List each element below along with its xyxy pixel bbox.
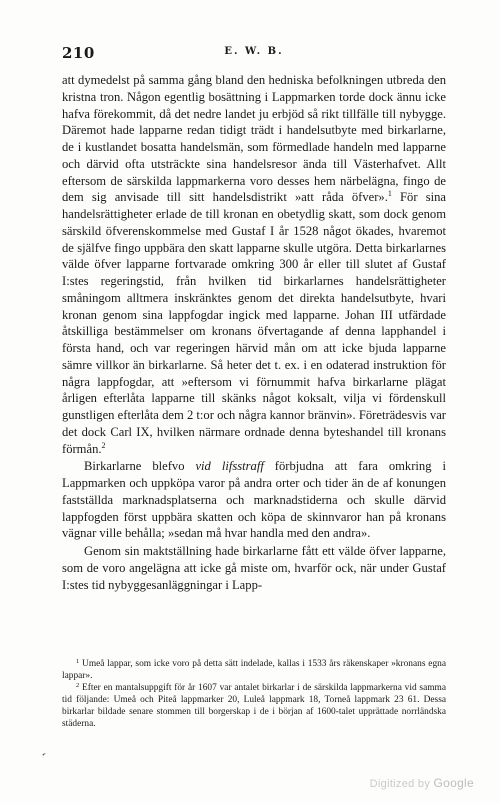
footnotes bbox=[62, 658, 446, 730]
page-header bbox=[62, 44, 446, 64]
footnote-mark: 1 bbox=[76, 658, 80, 665]
paragraph bbox=[62, 458, 446, 542]
watermark-brand: Google bbox=[433, 776, 474, 790]
footnote bbox=[62, 682, 446, 730]
paragraph bbox=[62, 72, 446, 457]
footnote-ref: 1 bbox=[387, 189, 392, 199]
watermark-prefix: Digitized by bbox=[369, 778, 434, 790]
body-text bbox=[62, 72, 446, 593]
paragraph-text: För sina handelsrättigheter erlade de till kronan en obetydlig skatt, som dock genom särskild öfverenskommelse med Gustaf I år 1528 något ökades, hvaremot de själfve fingo uppbära den skatt lapparne skulle utgöra. Detta birkarlarnes välde öfver lapparne fortvarade omkring 300 år eller till slutet af Gustaf I:stes regeringstid, från hvilken tid birkarlarnes handelsrättigheter småningom alltmera inskränktes genom det direkta handelsutbyte, hvari kronan genom sina lappfogdar ingick med lapparne. Johan III utfärdade åtskilliga bestämmelser om kronans öfvertagande af denna lapphandel i första hand, och var regeringen härvid mån om att icke bjuda lapparne sämre villkor än birkarlarne. Så heter det t. ex. i en odaterad instruktion för några lappfogdar, att »eftersom vi förnummit hafva birkarlarne plägat årligen efterlåta lapparne till skänks något koksalt, vilja vi fördenskull gunstligen efterlåta dem 2 t:or och några kannor bränvin». Företrädesvis var det dock Carl IX, hvilken närmare ordnade denna byteshandel till kronans förmån. bbox=[62, 190, 447, 456]
footnote bbox=[62, 658, 446, 682]
scan-mark: ‘ bbox=[36, 750, 48, 764]
paragraph-text: Genom sin maktställning hade birkarlarne fått ett välde öfver lapparne, som de voro angelägna att icke gå miste om, hvarför ock, när under Gustaf I:stes tid nybyggesanläggningar i Lapp- bbox=[62, 544, 446, 592]
emphasized-text: vid lifsstraff bbox=[195, 459, 264, 474]
footnote-text: Efter en mantalsuppgift för år 1607 var antalet birkarlar i de särskilda lappmarkerna vid samma tid följande: Umeå och Piteå lappmarker 20, Luleå lappmark 18, Torneå lappmark 23 61. Dessa birkarlar bildade senare stommen till borgerskap i de i början af 1600-talet upprättade norrländska städerna. bbox=[62, 683, 446, 729]
paragraph-text: Birkarlarne blefvo bbox=[84, 459, 196, 474]
digitization-watermark bbox=[370, 776, 474, 790]
paragraph-text: att dymedelst på samma gång bland den hedniska befolkningen utbreda den kristna tron. Någon egentlig bosättning i Lappmarken torde dock ännu icke hafva förekommit, då det nedre landet ju erbjöd så rikt tillfälle till nybygge. Däremot hade lapparne redan tidigt trädt i handelsutbyte med birkarlarne, de i kustlandet bosatta handelsmän, som förmedlade handeln med lapparne och därvid ofta utsträckte sina handelsresor ända till Västerhafvet. Allt eftersom de särskilda lappmarkerna voro desses hem närbelägna, fingo de dem sig anvisade till sitt handelsdistrikt »att råda öfver». bbox=[62, 73, 446, 205]
paragraph-text: förbjudna att fara omkring i Lappmarken och uppköpa varor på andra orter och tider än de af konungen fastställda marknadsplatserna och marknadstiderna och skulle därvid lappfogden först uppbära skatten och köpa de skinnvaror han på kronans vägnar ville behålla; »sedan må hvar handla med den andra». bbox=[62, 459, 446, 541]
running-head: E. W. B. bbox=[224, 46, 284, 57]
page-number: 210 bbox=[62, 44, 95, 62]
footnote-text: Umeå lappar, som icke voro på detta sätt indelade, kallas i 1533 års räkenskaper »kronans egna lappar». bbox=[62, 659, 446, 681]
paragraph bbox=[62, 543, 446, 593]
footnote-mark: 2 bbox=[76, 682, 80, 689]
footnote-ref: 2 bbox=[101, 440, 106, 450]
